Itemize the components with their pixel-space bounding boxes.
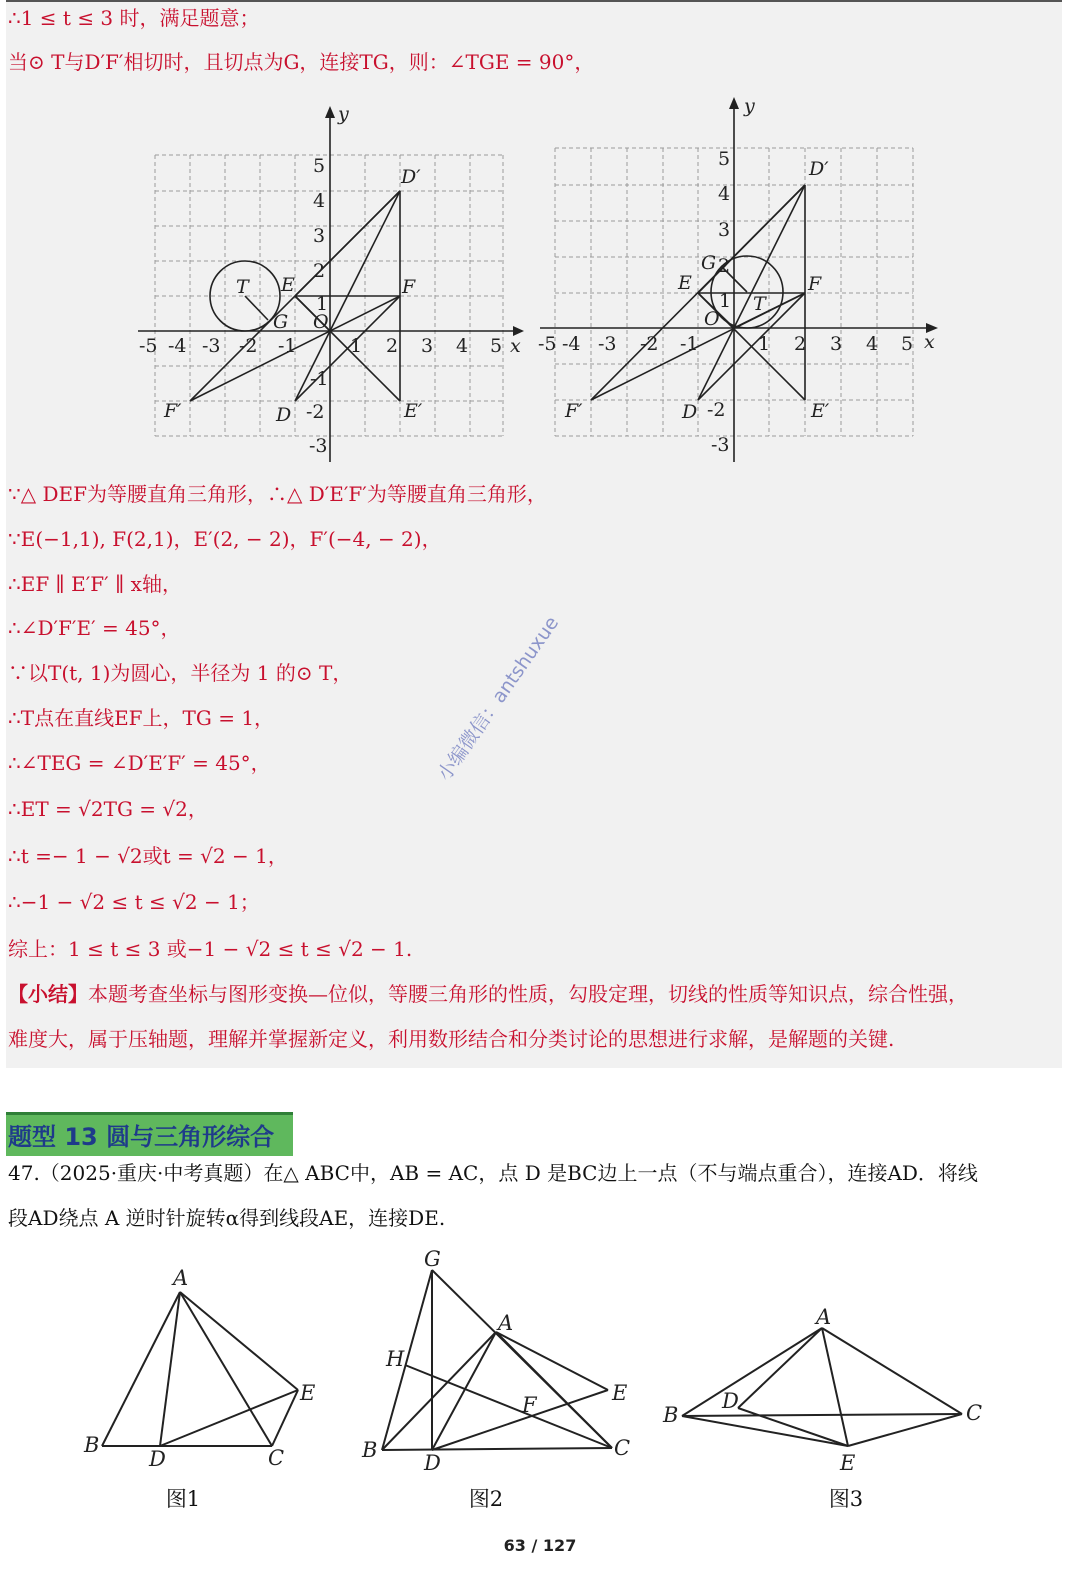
figure-2-caption: 图2 [468, 1487, 504, 1511]
x-tick: -2 [239, 335, 258, 357]
geometry-figures [80, 1245, 1000, 1475]
x-tick: 5 [901, 333, 914, 355]
reasoning-line-4: ∴∠D′F′E′ = 45°， [8, 616, 181, 640]
figure-1-lines [102, 1292, 298, 1446]
coordinate-graph-2 [535, 92, 945, 467]
x-tick: -1 [680, 333, 699, 355]
x-tick: 1 [758, 333, 771, 355]
fig3-label-A: A [816, 1305, 832, 1329]
x-tick: 3 [830, 333, 843, 355]
fig2-label-C: C [614, 1436, 631, 1460]
point-T-1: T [236, 276, 249, 298]
point-G-1: G [273, 311, 289, 333]
coordinate-graph-1 [130, 100, 530, 470]
point-D2-1: D′ [401, 166, 421, 188]
y-tick: -3 [711, 434, 730, 456]
y-tick: 5 [718, 148, 731, 170]
summary-line-2: 难度大，属于压轴题，理解并掌握新定义，利用数形结合和分类讨论的思想进行求解，是解题的关键. [8, 1027, 895, 1051]
watermark: 小编微信：antshuxue [433, 612, 564, 785]
figure-1-caption: 图1 [165, 1487, 201, 1511]
page-number: 63 / 127 [503, 1536, 577, 1555]
section-title: 题型 13 圆与三角形综合 [6, 1112, 293, 1156]
point-E-1: E [281, 274, 295, 296]
summary-tag: 【小结】 [8, 982, 88, 1006]
origin-label-2: O [704, 308, 720, 330]
summary-text-1: 本题考查坐标与图形变换—位似，等腰三角形的性质，勾股定理，切线的性质等知识点，综合性强， [88, 982, 968, 1006]
point-F-2: F [808, 273, 822, 295]
y-tick: 2 [718, 255, 731, 277]
point-F2-2: F′ [565, 400, 583, 422]
fig2-label-F: F [522, 1393, 537, 1417]
fig2-label-G: G [424, 1247, 441, 1271]
x-axis-label-1: x [510, 335, 521, 357]
y-axis-label-2: y [744, 95, 755, 117]
fig1-label-A: A [173, 1266, 189, 1290]
top-rule [6, 0, 1062, 2]
y-tick: 3 [313, 225, 326, 247]
fig3-label-D: D [722, 1389, 739, 1413]
fig2-label-B: B [362, 1438, 378, 1462]
fig1-label-D: D [149, 1447, 166, 1471]
y-tick: 5 [313, 155, 326, 177]
point-G-2: G [701, 252, 717, 274]
x-tick: 4 [866, 333, 879, 355]
question-line-1: 47.（2025·重庆·中考真题）在△ ABC中，AB = AC，点 D 是BC边上一点（不与端点重合），连接AD．将线 [8, 1161, 978, 1185]
y-tick: 3 [718, 219, 731, 241]
x-tick: 4 [456, 335, 469, 357]
x-axis-label-2: x [924, 331, 935, 353]
x-tick: -4 [168, 335, 187, 357]
reasoning-line-2: ∵E(−1,1), F(2,1)，E′(2, − 2)，F′(−4, − 2)， [8, 527, 442, 551]
x-tick: 2 [386, 335, 399, 357]
summary-line-1 [8, 981, 968, 1007]
x-tick: -3 [598, 333, 617, 355]
point-D2-2: D′ [809, 158, 829, 180]
x-tick: -2 [640, 333, 659, 355]
x-tick: -5 [139, 335, 158, 357]
fig1-label-E: E [300, 1381, 316, 1405]
reasoning-line-1: ∵△ DEF为等腰直角三角形，∴△ D′E′F′为等腰直角三角形， [8, 482, 547, 506]
origin-label-1: O [313, 311, 329, 333]
reasoning-line-9: ∴t =− 1 − √2或t = √2 − 1， [8, 844, 288, 868]
point-E2-2: E′ [811, 400, 830, 422]
question-line-2: 段AD绕点 A 逆时针旋转α得到线段AE，连接DE. [8, 1206, 446, 1230]
solution-line-1: ∴1 ≤ t ≤ 3 时，满足题意； [8, 6, 260, 30]
x-tick: 1 [350, 335, 363, 357]
x-tick: 3 [421, 335, 434, 357]
reasoning-line-10: ∴−1 − √2 ≤ t ≤ √2 − 1； [8, 890, 260, 914]
figure-3-caption: 图3 [828, 1487, 864, 1511]
fig2-label-H: H [386, 1347, 405, 1371]
reasoning-line-7: ∴∠TEG = ∠D′E′F′ = 45°， [8, 751, 271, 775]
fig2-label-A: A [498, 1311, 514, 1335]
reasoning-line-8: ∴ET = √2TG = √2， [8, 797, 208, 821]
y-tick: -2 [306, 401, 325, 423]
point-D-2: D [682, 401, 698, 423]
point-F-1: F [402, 276, 416, 298]
fig1-label-C: C [268, 1446, 285, 1470]
point-E2-1: E′ [404, 400, 423, 422]
x-tick: 5 [490, 335, 503, 357]
reasoning-line-11: 综上：1 ≤ t ≤ 3 或−1 − √2 ≤ t ≤ √2 − 1. [8, 937, 413, 961]
fig2-label-E: E [612, 1381, 628, 1405]
reasoning-line-5: ∵以T(t, 1)为圆心，半径为 1 的⊙ T， [8, 661, 353, 685]
reasoning-line-6: ∴T点在直线EF上，TG = 1， [8, 706, 275, 730]
y-tick: -2 [707, 399, 726, 421]
y-tick: 4 [718, 183, 731, 205]
x-tick: -5 [538, 333, 557, 355]
point-E-2: E [678, 272, 692, 294]
fig3-label-B: B [663, 1403, 679, 1427]
x-tick: -3 [202, 335, 221, 357]
y-tick: 2 [313, 260, 326, 282]
y-tick: 1 [316, 293, 329, 315]
y-tick: -3 [309, 435, 328, 457]
y-tick: 1 [719, 290, 732, 312]
point-F2-1: F′ [164, 400, 182, 422]
solution-line-2: 当⊙ T与D′F′相切时，且切点为G，连接TG，则：∠TGE = 90°， [8, 50, 595, 74]
fig2-label-D: D [424, 1451, 441, 1475]
fig3-label-C: C [966, 1401, 983, 1425]
figure-2-lines [382, 1270, 612, 1450]
y-axis-label-1: y [338, 103, 349, 125]
point-T-2: T [753, 293, 766, 315]
figure-3-lines [682, 1328, 962, 1446]
fig3-label-E: E [840, 1451, 856, 1475]
x-tick: -1 [278, 335, 297, 357]
reasoning-line-3: ∴EF ∥ E′F′ ∥ x轴， [8, 572, 182, 596]
fig1-label-B: B [84, 1433, 100, 1457]
x-tick: -4 [562, 333, 581, 355]
x-tick: 2 [794, 333, 807, 355]
y-tick: -1 [310, 368, 329, 390]
y-tick: 4 [313, 190, 326, 212]
point-D-1: D [276, 404, 292, 426]
